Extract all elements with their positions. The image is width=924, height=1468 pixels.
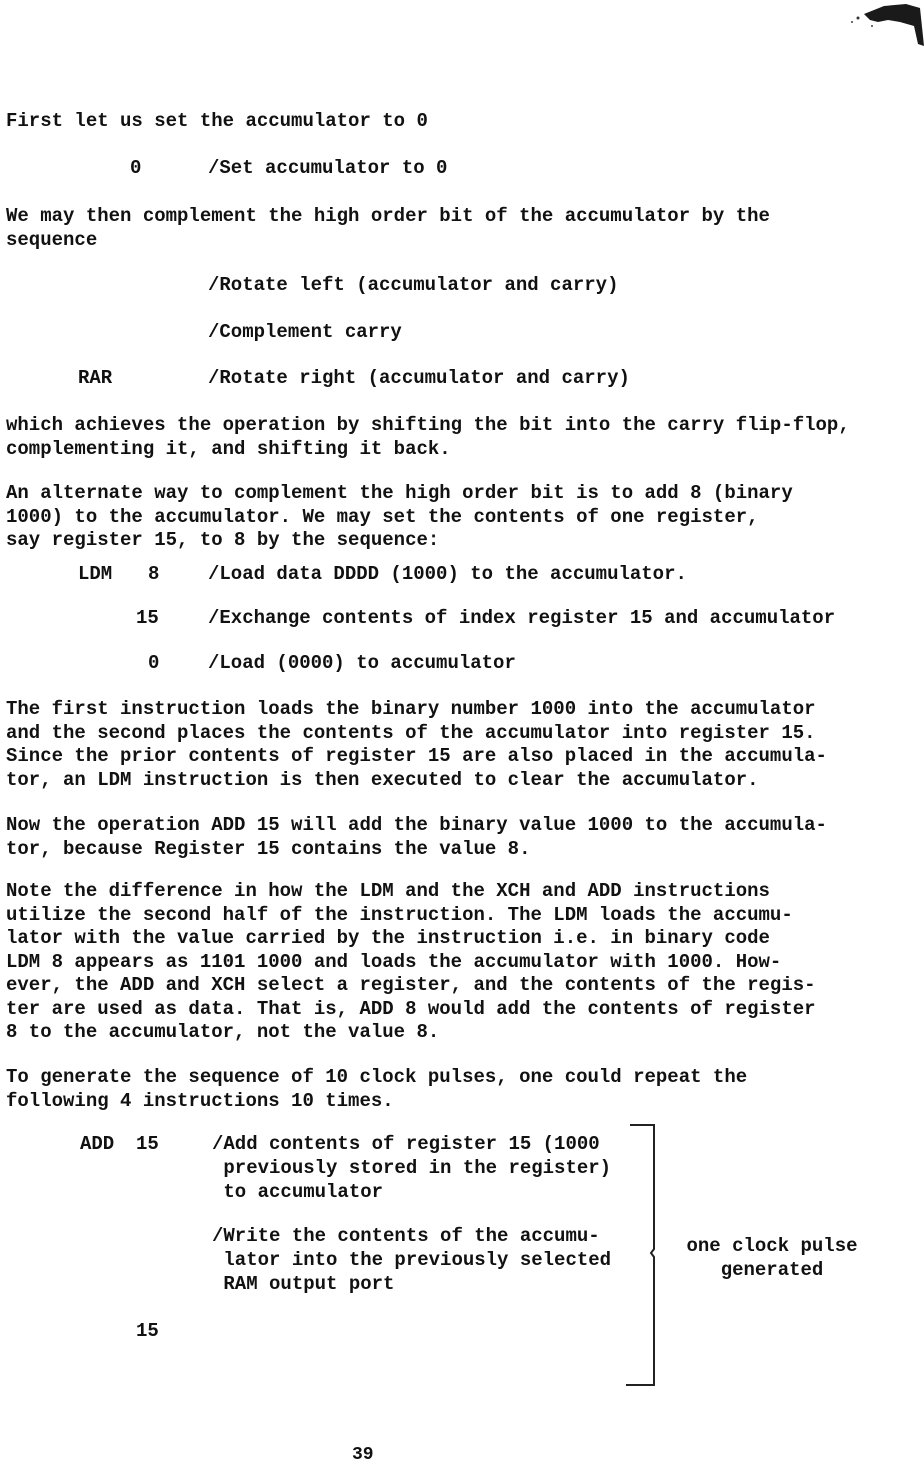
paragraph-shifting: which achieves the operation by shifting the bit into the carry flip-flop, complementing it, and shifting it back. [6,414,850,460]
scan-smudge [844,0,924,50]
code4-line1-arg: 15 [136,1133,159,1155]
code4-line1-comment: /Add contents of register 15 (1000 [212,1133,600,1155]
code4-line2-continuation: lator into the previously selected RAM output port [223,1249,612,1295]
paragraph-clock-pulses: To generate the sequence of 10 clock pulses, one could repeat the following 4 instructions 10 times. [6,1066,748,1112]
code4-line4-arg: 15 [136,1320,159,1342]
paragraph-alternate: An alternate way to complement the high order bit is to add 8 (binary 1000) to the accumulator. We may set the contents of one register, say register 15, to 8 by the sequence: [6,482,793,551]
code2-line1-comment: /Rotate left (accumulator and carry) [208,274,619,296]
code1-line1-comment: /Set accumulator to 0 [208,157,448,179]
code4-line1-continuation: previously stored in the register) to accumulator [223,1157,612,1203]
code3-line3-comment: /Load (0000) to accumulator [208,652,516,674]
code4-line2-comment: /Write the contents of the accumu- [212,1225,600,1247]
code3-line1-comment: /Load data DDDD (1000) to the accumulator. [208,563,687,585]
code3-line1-arg: 8 [148,563,160,585]
page-number: 39 [352,1445,374,1465]
right-brace [620,1123,660,1389]
paragraph-add-operation: Now the operation ADD 15 will add the binary value 1000 to the accumula- tor, because Register 15 contains the value 8. [6,814,827,860]
code3-line1-op: LDM [78,563,113,585]
paragraph-complement: We may then complement the high order bit of the accumulator by the sequence [6,205,770,251]
paragraph-intro: First let us set the accumulator to 0 [6,110,428,132]
code2-line2-comment: /Complement carry [208,321,402,343]
code3-line2-arg: 15 [136,607,159,629]
paragraph-difference: Note the difference in how the LDM and the XCH and ADD instructions utilize the second half of the instruction. The LDM loads the accumu- lator with the value carried by the instruction i.e. in binary code LDM 8 appears as 1101 1000 and loads the accumulator with 1000. How- ever, the ADD and XCH select a register, and the contents of the regis- ter are used as data. That is, ADD 8 would add the contents of register 8 to the accumulator, not the value 8. [6,880,816,1043]
code2-line3-op: RAR [78,367,113,389]
code2-line3-comment: /Rotate right (accumulator and carry) [208,367,630,389]
code3-line2-comment: /Exchange contents of index register 15 and accumulator [208,607,836,629]
paragraph-first-instruction: The first instruction loads the binary number 1000 into the accumulator and the second places the contents of the accumulator into register 15. Since the prior contents of register 15 are also placed in the accumula- tor, an LDM instruction is then executed to clear the accumulator. [6,698,827,791]
code3-line3-arg: 0 [148,652,160,674]
code4-line1-op: ADD [80,1133,115,1155]
code1-line1-arg: 0 [130,157,142,179]
clock-pulse-label: one clock pulse generated [686,1235,858,1281]
